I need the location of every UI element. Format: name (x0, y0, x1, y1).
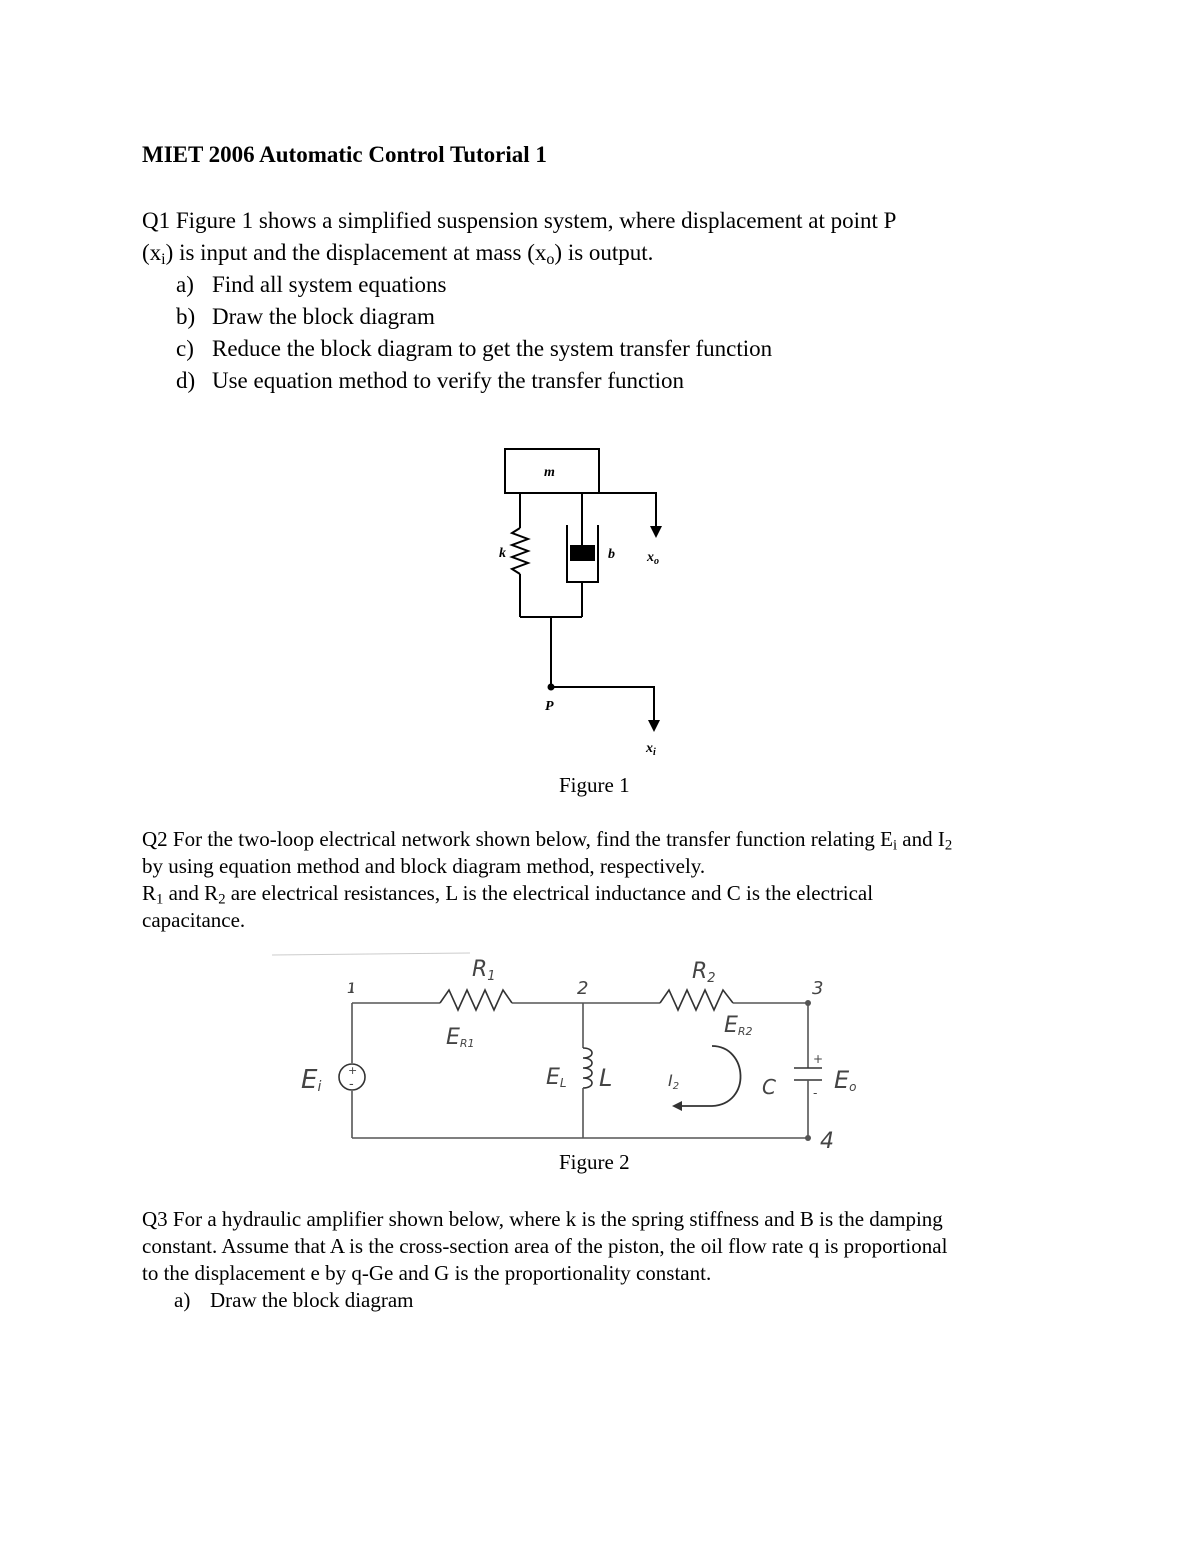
q2-line-3: $R_1$ and $R_2$ are electrical resistances, L is the electrical inductance and C is the electrical (142, 881, 874, 908)
mass-label: m (544, 465, 555, 480)
q3-line-3: to the displacement e by q-Ge and G is the proportionality constant. (142, 1261, 712, 1285)
q1-item-b: b) Draw the block diagram (176, 304, 435, 329)
point-label: P (545, 699, 554, 714)
q3-items (174, 1287, 947, 1314)
capacitor-plus-label: + (813, 1052, 824, 1066)
q3-item-a: a) Draw the block diagram (174, 1288, 414, 1312)
q3-line-1: Q3 For a hydraulic amplifier shown below, where k is the spring stiffness and B is the damping (142, 1207, 943, 1231)
figure-1-caption: Figure 1 (559, 773, 630, 797)
damper-label: b (608, 547, 615, 562)
q3-line-2: constant. Assume that A is the cross-section area of the piston, the oil flow rate q is proportional (142, 1234, 948, 1258)
page-title: MIET 2006 Automatic Control Tutorial 1 (142, 142, 547, 167)
r2-label: R2 (692, 959, 716, 986)
resistor-r1 (440, 990, 512, 1010)
q1-line-1: Q1 Figure 1 shows a simplified suspension system, where displacement at point P (142, 208, 897, 233)
source-minus-label: - (349, 1077, 354, 1092)
capacitor-minus-label: - (813, 1086, 818, 1100)
figure-2-caption: Figure 2 (559, 1150, 630, 1174)
el-label: EL (546, 1065, 567, 1090)
loop-current-arrowhead (672, 1101, 682, 1111)
node-3-label: 3 (812, 978, 824, 999)
q1-item-d: d) Use equation method to verify the transfer function (176, 368, 684, 393)
l-label: L (599, 1064, 613, 1092)
q2-line-2: by using equation method and block diagram method, respectively. (142, 854, 706, 878)
r1-label: R1 (472, 957, 496, 984)
node-2-label: 2 (577, 978, 589, 999)
c-label: C (762, 1075, 776, 1099)
er1-label: ER1 (446, 1025, 475, 1050)
q1-item-c: c) Reduce the block diagram to get the system transfer function (176, 336, 773, 361)
input-label: $x_i$ (646, 741, 656, 758)
ei-label: Ei (301, 1065, 322, 1095)
q1-line-2: $(x_i)$ is input and the displacement at mass $(x_o)$ is output. (142, 240, 654, 269)
q2-line-1: Q2 For the two-loop electrical network shown below, find the transfer function relating $E_i$ and $I_2$ (142, 827, 953, 854)
loop-current-arrow (676, 1046, 741, 1106)
node-1-label: 1 (347, 981, 356, 997)
node-4-label: 4 (820, 1129, 834, 1154)
output-label: $x_o$ (647, 550, 659, 567)
source-plus-label: + (348, 1064, 358, 1077)
question-3 (142, 1206, 947, 1314)
resistor-r2 (660, 990, 733, 1010)
spring-label: k (499, 546, 506, 561)
er2-label: ER2 (724, 1013, 753, 1038)
q2-line-4: capacitance. (142, 908, 246, 932)
eo-label: Eo (834, 1066, 857, 1094)
i2-label: I2 (668, 1071, 680, 1092)
q1-item-a: a) Find all system equations (176, 272, 447, 297)
inductor-l (583, 1048, 592, 1088)
